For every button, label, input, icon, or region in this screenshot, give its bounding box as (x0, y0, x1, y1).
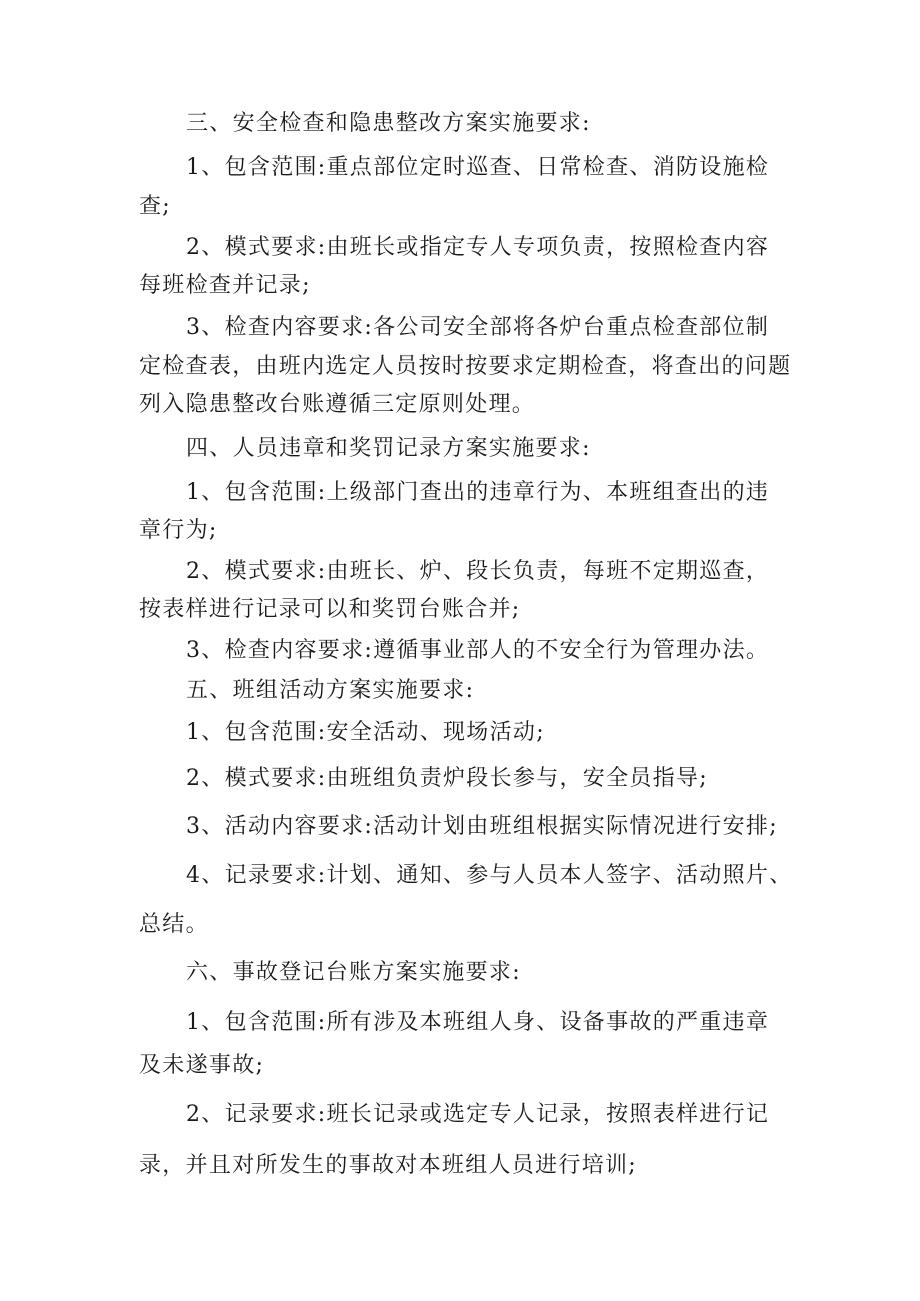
paragraph-line: 按表样进行记录可以和奖罚台账合并; (139, 597, 521, 622)
paragraph-line: 查; (139, 194, 172, 219)
paragraph-line: 总结。 (139, 912, 209, 937)
section-heading-6: 六、事故登记台账方案实施要求: (186, 960, 521, 985)
paragraph-line: 1、包含范围:所有涉及本班组人身、设备事故的严重违章 (186, 1010, 770, 1035)
paragraph-line: 定检查表，由班内选定人员按时按要求定期检查，将查出的问题 (139, 354, 792, 379)
paragraph-line: 章行为; (139, 518, 218, 543)
paragraph-line: 每班检查并记录; (139, 273, 311, 298)
paragraph-line: 3、检查内容要求:各公司安全部将各炉台重点检查部位制 (186, 315, 770, 340)
paragraph-line: 1、包含范围:重点部位定时巡查、日常检查、消防设施检 (186, 155, 770, 180)
paragraph-line: 3、检查内容要求:遵循事业部人的不安全行为管理办法。 (186, 638, 770, 663)
paragraph-line: 录，并且对所发生的事故对本班组人员进行培训; (139, 1153, 638, 1178)
paragraph-line: 列入隐患整改台账遵循三定原则处理。 (139, 392, 536, 417)
paragraph-line: 1、包含范围:安全活动、现场活动; (186, 720, 545, 745)
paragraph-line: 及未遂事故; (139, 1053, 265, 1078)
section-heading-3: 三、安全检查和隐患整改方案实施要求: (186, 111, 591, 136)
section-heading-5: 五、班组活动方案实施要求: (186, 678, 475, 703)
paragraph-line: 4、记录要求:计划、通知、参与人员本人签字、活动照片、 (186, 863, 793, 888)
paragraph-line: 1、包含范围:上级部门查出的违章行为、本班组查出的违 (186, 480, 770, 505)
paragraph-line: 3、活动内容要求:活动计划由班组根据实际情况进行安排; (186, 814, 778, 839)
section-heading-4: 四、人员违章和奖罚记录方案实施要求: (186, 436, 591, 461)
paragraph-line: 2、记录要求:班长记录或选定专人记录，按照表样进行记 (186, 1102, 770, 1127)
paragraph-line: 2、模式要求:由班长或指定专人专项负责，按照检查内容 (186, 235, 770, 260)
paragraph-line: 2、模式要求:由班长、炉、段长负责，每班不定期巡查， (186, 559, 770, 584)
paragraph-line: 2、模式要求:由班组负责炉段长参与，安全员指导; (186, 766, 709, 791)
